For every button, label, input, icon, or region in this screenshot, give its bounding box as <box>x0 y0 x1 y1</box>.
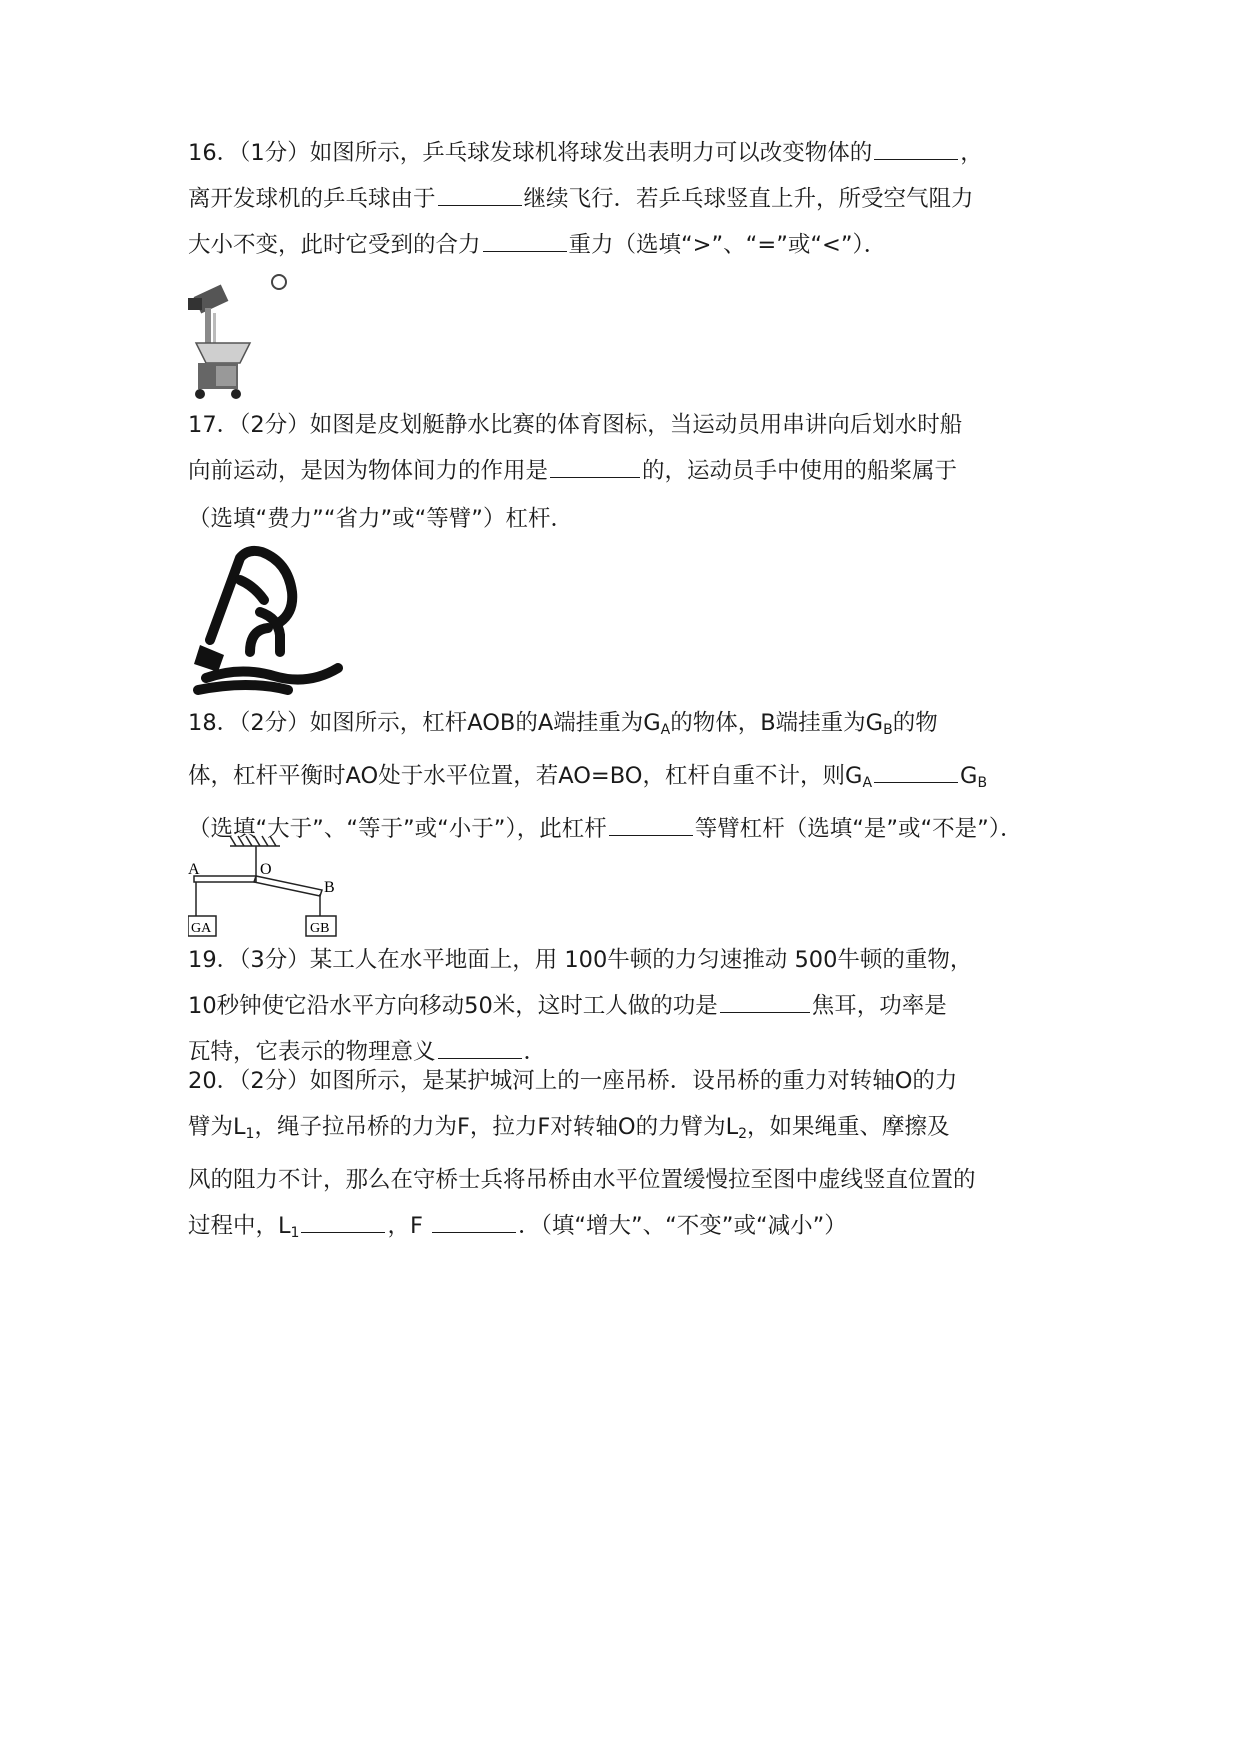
question-16: 16．（1分）如图所示，乒乓球发球机将球发出表明力可以改变物体的 ， 离开发球机的乒乓球由于 继续飞行．若乒乓球竖直上升，所受空气阻力 大小不变，此时它受到的合力 重力（选填“>”、“=”或“<”）． <box>188 130 1068 268</box>
answer-blank[interactable] <box>550 455 640 478</box>
ping-pong-machine-figure <box>188 268 328 403</box>
lever-diagram <box>188 832 388 942</box>
answer-blank[interactable] <box>438 183 522 206</box>
answer-blank[interactable] <box>301 1210 385 1233</box>
point-o-label: O <box>260 861 272 878</box>
question-17: 17．（2分）如图是皮划艇静水比赛的体育图标，当运动员用串讲向后划水时船 向前运动，是因为物体间力的作用是 的，运动员手中使用的船桨属于 （选填“费力”“省力”或“等臂”）杠杆． <box>188 412 963 532</box>
answer-blank[interactable] <box>438 1036 522 1059</box>
answer-blank[interactable] <box>483 229 567 252</box>
point-b-label: B <box>324 879 335 896</box>
answer-blank[interactable] <box>432 1210 516 1233</box>
point-a-label: A <box>188 861 200 878</box>
answer-blank[interactable] <box>720 990 810 1013</box>
canoe-sprint-icon <box>188 540 363 700</box>
question-19: 19．（3分）某工人在水平地面上，用 100牛顿的力匀速推动 500牛顿的重物， 10秒钟使它沿水平方向移动50米，这时工人做的功是 焦耳，功率是 瓦特，它表示的物理意义 ． <box>188 947 973 1065</box>
question-20: 20．（2分）如图所示，是某护城河上的一座吊桥．设吊桥的重力对转轴O的力 臂为$L_1$，绳子拉吊桥的力为F，拉力F对转轴O的力臂为$L_2$，如果绳重、摩擦及 风的阻力不计，那么在守桥士兵将吊桥由水平位置缓慢拉至图中虚线竖直位置的 过程中，$L_1$ ，F ．（填“增大”、“不变”或“减小”） <box>188 1068 976 1241</box>
weight-b-label: GB <box>310 921 330 936</box>
answer-blank[interactable] <box>874 760 958 783</box>
ping-pong-ball-icon <box>272 275 286 289</box>
answer-blank[interactable] <box>609 813 693 836</box>
question-18: 18．（2分）如图所示，杠杆AOB的A端挂重为$G_A$的物体，B端挂重为$G_B$的物 体，杠杆平衡时AO处于水平位置，若AO=BO，杠杆自重不计，则$G_A$ $G_B$ （选填“大于”、“等于”或“小于”），此杠杆 等臂杠杆（选填“是”或“不是”）． <box>188 710 1023 842</box>
weight-a-label: GA <box>191 921 212 936</box>
answer-blank[interactable] <box>874 137 958 160</box>
